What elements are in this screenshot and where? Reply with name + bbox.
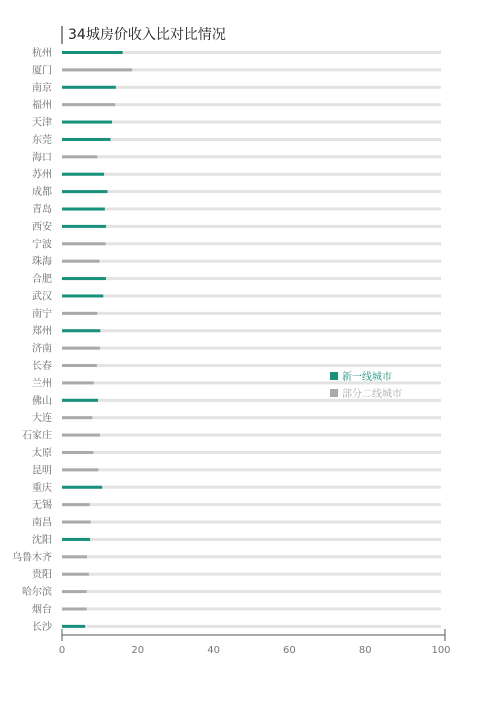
city-label: 长春 <box>32 361 52 373</box>
bar-track <box>62 155 441 158</box>
bar-track <box>62 607 441 610</box>
bar-track <box>62 138 441 141</box>
city-label: 兰州 <box>32 378 52 390</box>
bar-合肥 <box>62 277 106 280</box>
city-label: 武汉 <box>32 291 52 303</box>
bar-track <box>62 590 441 593</box>
city-label: 天津 <box>32 117 52 129</box>
bar-青岛 <box>62 208 105 211</box>
bar-昆明 <box>62 468 98 471</box>
city-label: 杭州 <box>32 48 52 59</box>
bar-南京 <box>62 86 116 89</box>
bar-宁波 <box>62 242 106 245</box>
bar-哈尔滨 <box>62 590 87 593</box>
bar-乌鲁木齐 <box>62 555 87 558</box>
bar-track <box>62 242 441 245</box>
city-label: 贵阳 <box>32 569 52 581</box>
city-label: 南京 <box>32 82 52 94</box>
bar-重庆 <box>62 486 102 489</box>
bar-track <box>62 625 441 628</box>
bar-track <box>62 103 441 106</box>
bar-天津 <box>62 121 112 124</box>
chart-title: 34城房价收入比对比情况 <box>68 27 226 43</box>
bar-南宁 <box>62 312 97 315</box>
city-label: 苏州 <box>32 169 52 181</box>
bar-石家庄 <box>62 434 100 437</box>
bar-西安 <box>62 225 106 228</box>
city-label: 哈尔滨 <box>22 587 52 599</box>
city-label: 东莞 <box>32 134 52 146</box>
bar-郑州 <box>62 329 100 332</box>
bar-track <box>62 260 441 263</box>
city-label: 大连 <box>32 413 52 425</box>
bar-福州 <box>62 103 115 106</box>
city-label: 佛山 <box>32 395 52 407</box>
city-label: 厦门 <box>32 65 52 77</box>
bars-group <box>62 51 441 628</box>
bar-track <box>62 208 441 211</box>
bar-杭州 <box>62 51 123 54</box>
city-label: 烟台 <box>32 604 52 616</box>
city-label: 西安 <box>32 221 52 233</box>
city-label: 沈阳 <box>32 534 52 546</box>
bar-track <box>62 277 441 280</box>
city-label: 福州 <box>32 100 52 112</box>
bar-track <box>62 294 441 297</box>
bar-track <box>62 364 441 367</box>
bar-track <box>62 434 441 437</box>
city-label: 南宁 <box>32 308 52 320</box>
bar-南昌 <box>62 521 91 524</box>
city-label: 郑州 <box>32 326 52 338</box>
x-tick-label: 0 <box>58 645 66 656</box>
city-label: 乌鲁木齐 <box>12 552 52 564</box>
bar-兰州 <box>62 381 94 384</box>
x-tick-label: 60 <box>283 645 296 656</box>
bar-厦门 <box>62 68 132 71</box>
bar-track <box>62 521 441 524</box>
bar-track <box>62 538 441 541</box>
city-label: 石家庄 <box>22 430 52 442</box>
x-tick-label: 40 <box>207 645 220 656</box>
city-label: 长沙 <box>32 621 52 633</box>
legend-swatch <box>330 372 338 380</box>
bar-长沙 <box>62 625 85 628</box>
legend-swatch <box>330 389 338 397</box>
city-label: 重庆 <box>32 482 52 494</box>
city-label: 无锡 <box>32 500 52 512</box>
legend-label: 新一线城市 <box>342 372 392 383</box>
bar-track <box>62 190 441 193</box>
city-label: 青岛 <box>32 204 52 216</box>
bar-track <box>62 451 441 454</box>
bar-济南 <box>62 347 100 350</box>
bar-苏州 <box>62 173 104 176</box>
x-axis <box>59 629 451 656</box>
bar-track <box>62 416 441 419</box>
city-label: 宁波 <box>32 239 52 251</box>
city-label: 昆明 <box>32 465 52 477</box>
city-labels-group <box>12 46 53 633</box>
x-tick-label: 80 <box>358 645 372 656</box>
bar-贵阳 <box>62 573 89 576</box>
x-tick-label: 100 <box>431 645 451 656</box>
bar-track <box>62 347 441 350</box>
bar-佛山 <box>62 399 98 402</box>
city-label: 太原 <box>32 447 52 459</box>
bar-珠海 <box>62 260 100 263</box>
bar-track <box>62 555 441 558</box>
bar-track <box>62 225 441 228</box>
bar-长春 <box>62 364 97 367</box>
bar-track <box>62 573 441 576</box>
bar-成都 <box>62 190 107 193</box>
city-label: 济南 <box>32 343 52 355</box>
city-label: 南昌 <box>32 517 52 529</box>
bar-track <box>62 173 441 176</box>
city-label: 海口 <box>32 152 52 164</box>
bar-track <box>62 503 441 506</box>
bar-track <box>62 486 441 489</box>
bar-太原 <box>62 451 93 454</box>
bar-大连 <box>62 416 92 419</box>
bar-东莞 <box>62 138 111 141</box>
city-label: 成都 <box>32 187 52 199</box>
bar-track <box>62 86 441 89</box>
x-tick-label: 20 <box>131 645 145 656</box>
legend-label: 部分二线城市 <box>342 389 402 400</box>
bar-track <box>62 468 441 471</box>
bar-track <box>62 312 441 315</box>
bar-track <box>62 121 441 124</box>
city-label: 合肥 <box>32 274 52 286</box>
bar-海口 <box>62 155 97 158</box>
bar-武汉 <box>62 294 103 297</box>
bar-无锡 <box>62 503 90 506</box>
legend <box>330 370 402 400</box>
bar-烟台 <box>62 607 87 610</box>
city-label: 珠海 <box>32 256 52 268</box>
bar-沈阳 <box>62 538 90 541</box>
bar-track <box>62 329 441 332</box>
